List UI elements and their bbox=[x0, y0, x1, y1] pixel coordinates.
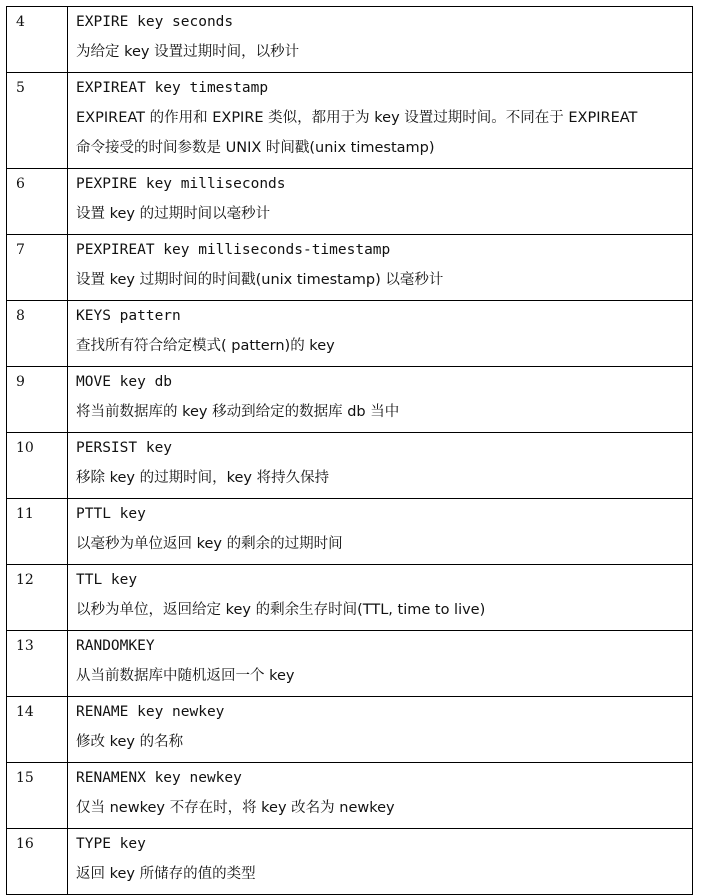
row-number: 11 bbox=[7, 499, 68, 565]
command-syntax: RENAME key newkey bbox=[76, 704, 225, 720]
table-row bbox=[7, 301, 693, 367]
row-content bbox=[68, 433, 693, 499]
row-number: 7 bbox=[7, 235, 68, 301]
row-content bbox=[68, 697, 693, 763]
table-row bbox=[7, 499, 693, 565]
row-number: 5 bbox=[7, 73, 68, 169]
command-description: 设置 key 过期时间的时间戳(unix timestamp) 以毫秒计 bbox=[76, 272, 444, 288]
row-number: 16 bbox=[7, 829, 68, 895]
row-content bbox=[68, 631, 693, 697]
command-description: 从当前数据库中随机返回一个 key bbox=[76, 668, 295, 684]
table-row bbox=[7, 763, 693, 829]
row-number: 6 bbox=[7, 169, 68, 235]
command-syntax: EXPIRE key seconds bbox=[76, 14, 234, 30]
table-row bbox=[7, 235, 693, 301]
command-syntax: RANDOMKEY bbox=[76, 638, 155, 654]
row-content bbox=[68, 367, 693, 433]
command-syntax: PERSIST key bbox=[76, 440, 173, 456]
command-description: 设置 key 的过期时间以毫秒计 bbox=[76, 206, 271, 222]
command-syntax: TYPE key bbox=[76, 836, 146, 852]
command-syntax: KEYS pattern bbox=[76, 308, 181, 324]
row-content bbox=[68, 829, 693, 895]
table-row bbox=[7, 433, 693, 499]
row-number: 10 bbox=[7, 433, 68, 499]
command-description: 以毫秒为单位返回 key 的剩余的过期时间 bbox=[76, 536, 343, 552]
command-description: EXPIREAT 的作用和 EXPIRE 类似，都用于为 key 设置过期时间。不同在于 EXPIREAT bbox=[76, 110, 638, 126]
row-content bbox=[68, 169, 693, 235]
table-row bbox=[7, 697, 693, 763]
table-row bbox=[7, 829, 693, 895]
row-number: 12 bbox=[7, 565, 68, 631]
command-description: 仅当 newkey 不存在时，将 key 改名为 newkey bbox=[76, 800, 395, 816]
command-description: 修改 key 的名称 bbox=[76, 734, 184, 750]
command-description: 移除 key 的过期时间，key 将持久保持 bbox=[76, 470, 330, 486]
row-content bbox=[68, 565, 693, 631]
row-number: 8 bbox=[7, 301, 68, 367]
command-syntax: PEXPIRE key milliseconds bbox=[76, 176, 286, 192]
row-content bbox=[68, 73, 693, 169]
table-row bbox=[7, 169, 693, 235]
command-description: 返回 key 所储存的值的类型 bbox=[76, 866, 256, 882]
row-content bbox=[68, 301, 693, 367]
table-row bbox=[7, 73, 693, 169]
row-number: 9 bbox=[7, 367, 68, 433]
command-description: 查找所有符合给定模式( pattern)的 key bbox=[76, 338, 335, 354]
row-content bbox=[68, 763, 693, 829]
command-syntax: EXPIREAT key timestamp bbox=[76, 80, 269, 96]
table-row bbox=[7, 7, 693, 73]
command-table bbox=[6, 6, 693, 895]
command-description: 命令接受的时间参数是 UNIX 时间戳(unix timestamp) bbox=[76, 140, 435, 156]
table-row bbox=[7, 367, 693, 433]
command-description: 将当前数据库的 key 移动到给定的数据库 db 当中 bbox=[76, 404, 400, 420]
command-syntax: RENAMENX key newkey bbox=[76, 770, 242, 786]
command-syntax: PTTL key bbox=[76, 506, 146, 522]
table-row bbox=[7, 631, 693, 697]
command-description: 为给定 key 设置过期时间，以秒计 bbox=[76, 44, 300, 60]
table-row bbox=[7, 565, 693, 631]
row-content bbox=[68, 7, 693, 73]
command-description: 以秒为单位，返回给定 key 的剩余生存时间(TTL, time to live) bbox=[76, 602, 486, 618]
command-table-body bbox=[7, 7, 693, 895]
command-syntax: MOVE key db bbox=[76, 374, 173, 390]
row-number: 14 bbox=[7, 697, 68, 763]
row-number: 4 bbox=[7, 7, 68, 73]
command-syntax: TTL key bbox=[76, 572, 138, 588]
row-number: 15 bbox=[7, 763, 68, 829]
row-content bbox=[68, 235, 693, 301]
row-number: 13 bbox=[7, 631, 68, 697]
command-syntax: PEXPIREAT key milliseconds-timestamp bbox=[76, 242, 391, 258]
row-content bbox=[68, 499, 693, 565]
